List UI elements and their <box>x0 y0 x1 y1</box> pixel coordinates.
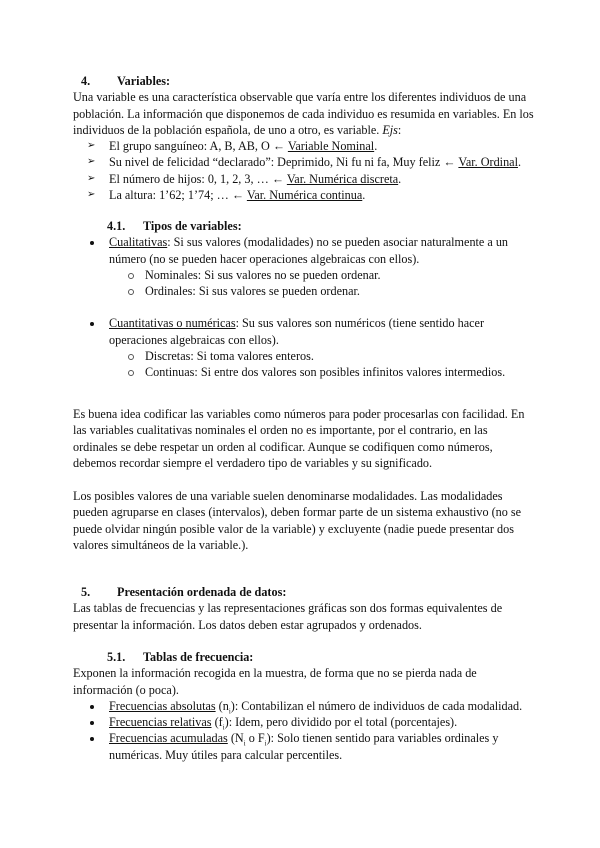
list-item: Nominales: Si sus valores no se pueden ordenar. <box>73 267 535 283</box>
section-heading: 4. Variables: <box>81 74 171 88</box>
list-item: Cualitativas: Si sus valores (modalidades) no se pueden asociar naturalmente a un número (no se pueden hacer operaciones algebraicas con ellos). <box>73 234 535 267</box>
paragraph: Exponen la información recogida en la muestra, de forma que no se pierda nada de información (o poca). <box>73 666 477 697</box>
types-list <box>73 234 535 267</box>
section-heading: 5.1. Tablas de frecuencia: <box>107 650 254 664</box>
list-item: ➢ El grupo sanguíneo: A, B, AB, O ← Variable Nominal. <box>73 138 535 154</box>
section-4 <box>73 73 535 203</box>
frequency-list <box>73 698 535 763</box>
examples-list <box>73 138 535 203</box>
section-heading: 5. Presentación ordenada de datos: <box>81 585 287 599</box>
paragraph: Los posibles valores de una variable suelen denominarse modalidades. Las modalidades pueden agruparse en clases (intervalos), deben formar parte de un sistema exhaustivo (no se puede olvidar ningún posible valor de la variable) y excluyente (nadie puede presentar dos valores simultáneos de la variable.). <box>73 489 522 552</box>
list-item: Ordinales: Si sus valores se pueden ordenar. <box>73 283 535 299</box>
section-4-1 <box>73 218 535 381</box>
list-item: Frecuencias acumuladas ($N_i$ o $F_i$): Solo tienen sentido para variables ordinales y numéricas. Muy útiles para calcular percentiles. <box>73 730 535 763</box>
list-item: ➢ Su nivel de felicidad “declarado”: Deprimido, Ni fu ni fa, Muy feliz ← Var. Ordinal. <box>73 154 535 170</box>
list-item: Discretas: Si toma valores enteros. <box>73 348 535 364</box>
paragraph: Es buena idea codificar las variables como números para poder procesarlas con facilidad. En las variables cualitativas nominales el orden no es importante, por el contrario, en las ordinales se debe respetar un orden al codificar. Aunque se codifiquen como números, debemos recordar siempre el verdadero tipo de variables y su significado. <box>73 407 525 470</box>
sublist <box>73 267 535 300</box>
list-item: Continuas: Si entre dos valores son posibles infinitos valores intermedios. <box>73 364 535 380</box>
list-item: ➢ La altura: 1’62; 1’74; … ← Var. Numérica continua. <box>73 187 535 203</box>
list-item: Frecuencias relativas $(f_i)$: Idem, pero dividido por el total (porcentajes). <box>73 714 535 730</box>
list-item: ➢ El número de hijos: 0, 1, 2, 3, … ← Var. Numérica discreta. <box>73 171 535 187</box>
list-item: Frecuencias absolutas $(n_i)$: Contabilizan el número de individuos de cada modalidad. <box>73 698 535 714</box>
types-list <box>73 315 535 348</box>
section-heading: 4.1. Tipos de variables: <box>107 219 242 233</box>
section-5 <box>73 584 535 633</box>
sublist <box>73 348 535 381</box>
list-item: Cuantitativas o numéricas: Su sus valores son numéricos (tiene sentido hacer operaciones algebraicas con ellos). <box>73 315 535 348</box>
intro-paragraph: Una variable es una característica observable que varía entre los diferentes individuos de una población. La información que disponemos de cada individuo es resumida en variables. En los individuos de la población española, de uno a otro, es variable. Ejs: <box>73 90 534 137</box>
paragraph: Las tablas de frecuencias y las representaciones gráficas son dos formas equivalentes de presentar la información. Los datos deben estar agrupados y ordenados. <box>73 601 503 632</box>
section-5-1 <box>73 649 535 763</box>
